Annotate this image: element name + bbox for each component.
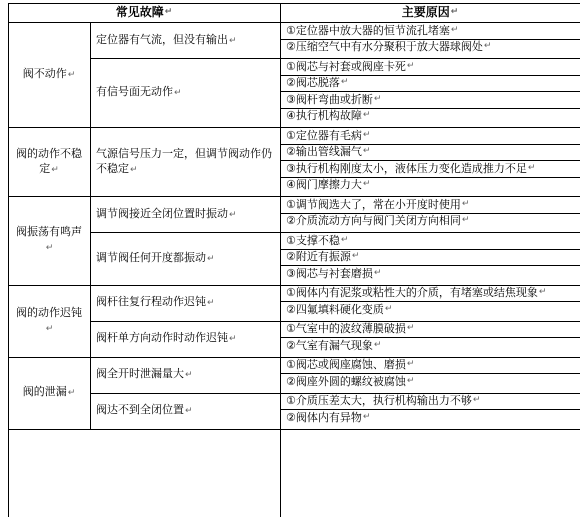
column-divider-category — [90, 22, 91, 127]
cause-item — [280, 213, 580, 230]
cause-divider — [280, 75, 580, 76]
paragraph-mark: ↵ — [362, 411, 371, 422]
paragraph-mark: ↵ — [229, 209, 237, 220]
category-cell — [8, 357, 90, 429]
paragraph-mark: ↵ — [450, 7, 459, 17]
category-label: 阀的动作不稳定 — [16, 146, 82, 175]
cause-item — [280, 39, 580, 56]
cause-divider — [280, 177, 580, 178]
paragraph-mark: ↵ — [51, 164, 59, 175]
cause-item — [280, 249, 580, 266]
symptom-cell — [90, 127, 280, 196]
symptom-label: 定位器有气流，但没有输出 — [96, 32, 228, 46]
paragraph-mark: ↵ — [164, 7, 173, 17]
cause-text: ②压缩空气中有水分聚积于放大器球阀处 — [286, 40, 483, 54]
paragraph-mark: ↵ — [185, 406, 193, 416]
paragraph-mark: ↵ — [229, 35, 237, 46]
symptom-cell — [90, 393, 280, 429]
cause-text: ①支撑不稳 — [286, 233, 340, 247]
symptom-cell — [90, 321, 280, 357]
cause-divider — [280, 39, 580, 40]
cause-divider — [280, 108, 580, 109]
symptom-cell — [90, 285, 280, 321]
symptom-label: 有信号面无动作 — [96, 85, 173, 98]
category-label: 阀的泄漏 — [22, 385, 67, 398]
paragraph-mark: ↵ — [67, 70, 76, 80]
paragraph-mark: ↵ — [185, 370, 193, 380]
cause-divider — [280, 301, 580, 302]
symptom-text — [96, 146, 274, 178]
category-label: 阀的动作迟钝 — [16, 305, 82, 319]
cause-divider — [280, 91, 580, 92]
group-divider — [8, 429, 580, 430]
cause-item — [280, 373, 580, 390]
paragraph-mark: ↵ — [406, 323, 415, 334]
cause-divider — [280, 213, 580, 214]
cause-item — [280, 160, 580, 177]
paragraph-mark: ↵ — [483, 41, 492, 52]
paragraph-mark: ↵ — [406, 359, 415, 370]
paragraph-mark: ↵ — [229, 334, 237, 344]
paragraph-mark: ↵ — [340, 77, 349, 88]
symptom-label: 阀杆单方向动作时动作迟钝 — [96, 331, 228, 344]
paragraph-mark: ↵ — [461, 198, 470, 209]
cause-text: ①阀体内有泥浆或粘性大的介质，有堵塞或结焦现象 — [286, 286, 538, 300]
paragraph-mark: ↵ — [527, 162, 536, 173]
paragraph-mark: ↵ — [406, 60, 415, 71]
column-divider-category — [90, 357, 91, 429]
category-cell — [8, 196, 90, 285]
symptom-text — [96, 32, 237, 49]
cause-text: ②阀芯脱落 — [286, 76, 340, 90]
cause-text: ②四氟填料硬化变质 — [286, 302, 384, 316]
symptom-text — [96, 294, 215, 311]
paragraph-mark: ↵ — [461, 215, 470, 226]
header-cause-text: 主要原因 — [401, 5, 450, 19]
cause-text: ①阀芯或阀座腐蚀、磨损 — [286, 358, 406, 372]
cause-item — [280, 285, 580, 302]
paragraph-mark: ↵ — [373, 339, 382, 350]
cause-text: ②阀座外圆的螺纹被腐蚀 — [286, 374, 406, 388]
cause-item — [280, 301, 580, 318]
paragraph-mark: ↵ — [538, 287, 547, 298]
symptom-label: 气源信号压力一定，但调节阀动作仍不稳定 — [96, 146, 272, 175]
paragraph-mark: ↵ — [45, 323, 54, 334]
cause-divider — [280, 160, 580, 161]
paragraph-mark: ↵ — [362, 146, 371, 157]
header-symptom-text: 常见故障 — [115, 5, 164, 19]
cause-text: ④阀门摩擦力大 — [286, 178, 362, 192]
paragraph-mark: ↵ — [362, 179, 371, 190]
cause-item — [280, 58, 580, 75]
cause-divider — [280, 409, 580, 410]
symptom-cell — [90, 357, 280, 393]
cause-divider — [280, 144, 580, 145]
cause-text: ②附近有振源 — [286, 250, 351, 264]
cause-text: ①阀芯与衬套或阀座卡死 — [286, 59, 406, 73]
cause-item — [280, 196, 580, 213]
symptom-cell — [90, 58, 280, 127]
paragraph-mark: ↵ — [207, 298, 215, 308]
paragraph-mark: ↵ — [45, 243, 54, 254]
category-label: 阀不动作 — [22, 67, 67, 80]
cause-item — [280, 91, 580, 108]
cause-divider — [280, 373, 580, 374]
cause-divider — [280, 265, 580, 266]
column-divider-category — [90, 127, 91, 196]
symptom-label: 阀达不到全闭位置 — [96, 403, 184, 416]
cause-text: ②介质流动方向与阀门关闭方向相同 — [286, 214, 461, 228]
symptom-text — [96, 366, 193, 383]
paragraph-mark: ↵ — [130, 164, 138, 175]
category-text — [12, 146, 86, 178]
cause-item — [280, 127, 580, 144]
cause-item — [280, 177, 580, 194]
symptom-text — [96, 330, 237, 347]
column-divider-category — [90, 285, 91, 357]
symptom-cell — [90, 232, 280, 285]
paragraph-mark: ↵ — [450, 24, 459, 35]
table-border-top — [8, 3, 580, 4]
cause-text: ①介质压差太大，执行机构输出力不够 — [286, 394, 472, 408]
symptom-label: 阀杆往复行程动作迟钝 — [96, 295, 206, 308]
category-label: 阀振荡有鸣声 — [16, 225, 82, 239]
cause-item — [280, 357, 580, 374]
paragraph-mark: ↵ — [472, 395, 481, 406]
column-divider-category — [90, 196, 91, 285]
symptom-label: 阀全开时泄漏量大 — [96, 367, 184, 380]
symptom-text — [96, 250, 215, 267]
category-text — [23, 66, 76, 83]
paragraph-mark: ↵ — [373, 267, 382, 278]
paragraph-mark: ↵ — [362, 110, 371, 121]
cause-text: ③执行机构刚度太小，液体压力变化造成推力不足 — [286, 161, 527, 175]
header-cause — [280, 3, 580, 22]
cause-text: ②输出管线漏气 — [286, 145, 362, 159]
cause-item — [280, 232, 580, 249]
cause-item — [280, 337, 580, 354]
category-text — [23, 384, 76, 401]
cause-text: ②阀体内有异物 — [286, 410, 362, 424]
paragraph-mark: ↵ — [340, 234, 349, 245]
category-cell — [8, 127, 90, 196]
cause-divider — [280, 337, 580, 338]
cause-text: ②气室有漏气现象 — [286, 338, 373, 352]
cause-text: ④执行机构故障 — [286, 109, 362, 123]
paragraph-mark: ↵ — [207, 253, 215, 264]
paragraph-mark: ↵ — [362, 129, 371, 140]
symptom-cell — [90, 22, 280, 58]
category-cell — [8, 22, 90, 127]
symptom-label: 调节阀任何开度都振动 — [96, 250, 206, 264]
paragraph-mark: ↵ — [174, 88, 182, 98]
cause-item — [280, 321, 580, 338]
category-text — [12, 224, 86, 256]
symptom-text — [96, 84, 182, 101]
cause-item — [280, 265, 580, 282]
paragraph-mark: ↵ — [373, 93, 382, 104]
paragraph-mark: ↵ — [406, 375, 415, 386]
cause-item — [280, 108, 580, 125]
cause-item — [280, 75, 580, 92]
symptom-text — [96, 402, 193, 419]
cause-text: ①气室中的波纹薄膜破损 — [286, 322, 406, 336]
category-cell — [8, 285, 90, 357]
cause-item — [280, 144, 580, 161]
cause-text: ①定位器有毛病 — [286, 128, 362, 142]
cause-text: ①调节阀选大了，常在小开度时使用 — [286, 197, 461, 211]
category-text — [12, 305, 86, 337]
symptom-cell — [90, 196, 280, 232]
cause-text: ①定位器中放大器的恒节流孔堵塞 — [286, 23, 450, 37]
cause-item — [280, 393, 580, 410]
symptom-text — [96, 206, 237, 223]
paragraph-mark: ↵ — [351, 251, 360, 262]
cause-item — [280, 409, 580, 426]
header-symptom — [8, 3, 280, 22]
symptom-label: 调节阀接近全闭位置时振动 — [96, 206, 228, 220]
cause-text: ③阀杆弯曲或折断 — [286, 92, 373, 106]
cause-text: ③阀芯与衬套磨损 — [286, 266, 373, 280]
cause-divider — [280, 249, 580, 250]
cause-item — [280, 22, 580, 39]
paragraph-mark: ↵ — [384, 303, 393, 314]
paragraph-mark: ↵ — [67, 388, 76, 398]
